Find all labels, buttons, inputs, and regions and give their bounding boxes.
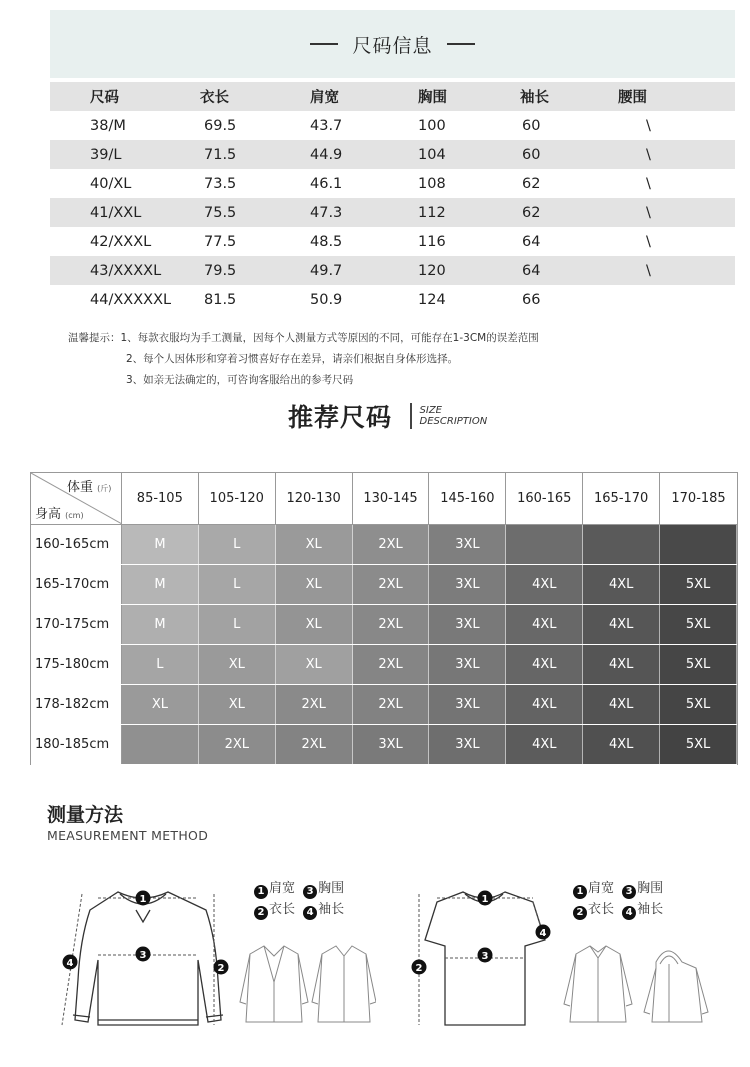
recommended-size-cell: XL: [276, 645, 353, 684]
recommended-size-cell: 4XL: [583, 725, 660, 764]
marker-1-icon: 1: [573, 885, 587, 899]
height-range-label: 175-180cm: [31, 645, 122, 684]
grid-row: [31, 645, 737, 685]
weight-label: 体重 (斤): [67, 480, 112, 495]
shoulder-cell: 49.7: [310, 262, 343, 279]
marker-4-icon: 4: [303, 906, 317, 920]
shoulder-cell: 44.9: [310, 146, 343, 163]
header-size: 尺码: [90, 90, 119, 106]
table-row: [50, 140, 735, 169]
weight-range-header: 105-120: [199, 473, 276, 524]
chest-cell: 120: [418, 262, 446, 279]
svg-text:3: 3: [139, 950, 147, 961]
waist-cell: \: [646, 233, 651, 250]
header-chest: 胸围: [418, 90, 447, 106]
svg-text:2: 2: [415, 963, 423, 974]
height-range-label: 160-165cm: [31, 525, 122, 564]
length-cell: 77.5: [204, 233, 237, 250]
size-cell: 42/XXXL: [90, 233, 152, 250]
shirt-hoodie-outline-icons: [556, 942, 716, 1032]
recommended-size-cell: L: [122, 645, 199, 684]
waist-cell: \: [646, 262, 651, 279]
svg-text:4: 4: [539, 928, 547, 939]
recommended-size-cell: 4XL: [506, 605, 583, 644]
recommended-size-cell: 4XL: [583, 605, 660, 644]
recommended-size-cell: 5XL: [660, 645, 737, 684]
height-range-label: 170-175cm: [31, 605, 122, 644]
recommended-size-cell: 3XL: [429, 725, 506, 764]
recommended-size-cell: 4XL: [506, 565, 583, 604]
recommended-size-cell: L: [199, 525, 276, 564]
recommended-size-cell: XL: [122, 685, 199, 724]
recommended-size-cell: 2XL: [276, 725, 353, 764]
grid-row: [31, 725, 737, 765]
length-cell: 79.5: [204, 262, 237, 279]
grid-corner-cell: [31, 473, 122, 524]
recommended-size-cell: M: [122, 565, 199, 604]
tshirt-measure-illustration: [405, 880, 555, 1040]
grid-row: [31, 685, 737, 725]
recommended-size-cell: 4XL: [506, 645, 583, 684]
legend-shoulder: 肩宽: [588, 881, 615, 896]
marker-2-icon: 2: [573, 906, 587, 920]
recommended-size-cell: 5XL: [660, 685, 737, 724]
recommended-size-cell: 3XL: [429, 645, 506, 684]
marker-3-icon: 3: [303, 885, 317, 899]
legend-sleeve: 袖长: [318, 902, 345, 917]
recommended-size-cell: XL: [276, 605, 353, 644]
recommended-size-cell: 4XL: [583, 685, 660, 724]
marker-1-icon: [136, 891, 151, 906]
recommended-size-cell: M: [122, 525, 199, 564]
recommended-size-cell: 4XL: [583, 565, 660, 604]
measure-legend-right: [573, 878, 663, 920]
marker-3-icon: 3: [622, 885, 636, 899]
chest-cell: 112: [418, 204, 446, 221]
table-row: [50, 111, 735, 140]
size-cell: 40/XL: [90, 175, 132, 192]
header-sleeve: 袖长: [520, 90, 549, 106]
recommended-size-cell: [660, 525, 737, 564]
sleeve-cell: 64: [522, 233, 541, 250]
weight-range-header: 145-160: [429, 473, 506, 524]
svg-text:1: 1: [139, 894, 147, 905]
sleeve-cell: 60: [522, 146, 541, 163]
shoulder-cell: 43.7: [310, 117, 343, 134]
left-dash: [310, 43, 338, 45]
recommended-size-cell: 2XL: [353, 565, 430, 604]
shoulder-cell: 50.9: [310, 291, 343, 308]
marker-2-icon: [214, 960, 229, 975]
recommended-size-cell: 2XL: [353, 645, 430, 684]
title-divider: [410, 403, 412, 429]
table-row: [50, 285, 735, 314]
recommended-size-cell: 3XL: [429, 605, 506, 644]
marker-4-icon: [63, 955, 78, 970]
jacket-outline-icons: [236, 942, 376, 1032]
size-cell: 38/M: [90, 117, 126, 134]
recommended-size-cell: 3XL: [353, 725, 430, 764]
svg-text:4: 4: [66, 958, 74, 969]
sleeve-cell: 60: [522, 117, 541, 134]
recommended-size-cell: XL: [276, 565, 353, 604]
size-recommend-grid: [30, 472, 738, 765]
recommended-size-cell: 3XL: [429, 685, 506, 724]
height-range-label: 178-182cm: [31, 685, 122, 724]
en-line-2: DESCRIPTION: [419, 416, 488, 427]
chest-cell: 100: [418, 117, 446, 134]
length-cell: 75.5: [204, 204, 237, 221]
weight-range-header: 170-185: [671, 491, 726, 506]
waist-cell: \: [646, 146, 651, 163]
size-info-table: [50, 82, 735, 314]
weight-range-header: 130-145: [353, 473, 430, 524]
recommended-size-cell: 5XL: [660, 565, 737, 604]
recommended-size-cell: L: [199, 605, 276, 644]
recommended-size-cell: 2XL: [353, 525, 430, 564]
length-cell: 69.5: [204, 117, 237, 134]
recommend-title-en: [420, 405, 488, 427]
length-cell: 71.5: [204, 146, 237, 163]
recommended-size-cell: [583, 525, 660, 564]
grid-row: [31, 565, 737, 605]
header-length: 衣长: [200, 90, 229, 106]
recommended-size-cell: 4XL: [506, 725, 583, 764]
right-dash: [447, 43, 475, 45]
waist-cell: \: [646, 117, 651, 134]
en-line-1: SIZE: [419, 405, 442, 416]
chest-cell: 104: [418, 146, 446, 163]
size-info-banner: [50, 10, 735, 78]
recommended-size-cell: 4XL: [583, 645, 660, 684]
measure-legend-left: [254, 878, 344, 920]
table-row: [50, 256, 735, 285]
recommended-size-cell: L: [199, 565, 276, 604]
height-range-label: 180-185cm: [31, 725, 122, 764]
recommend-title: [288, 398, 487, 434]
weight-range-header: 165-170: [583, 473, 660, 524]
legend-sleeve: 袖长: [637, 902, 664, 917]
legend-chest: 胸围: [637, 881, 664, 896]
recommended-size-cell: 2XL: [199, 725, 276, 764]
grid-header-row: [31, 473, 737, 525]
recommended-size-cell: XL: [199, 685, 276, 724]
table-row: [50, 227, 735, 256]
note-line-1: 温馨提示：1、每款衣服均为手工测量，因每个人测量方式等原因的不同，可能存在1-3CM的误差范围: [68, 332, 539, 344]
recommended-size-cell: 5XL: [660, 725, 737, 764]
grid-row: [31, 525, 737, 565]
chest-cell: 116: [418, 233, 446, 250]
legend-length: 衣长: [588, 902, 615, 917]
recommended-size-cell: 5XL: [660, 605, 737, 644]
recommended-size-cell: 3XL: [429, 565, 506, 604]
sleeve-cell: 62: [522, 204, 541, 221]
weight-range-headers: [122, 473, 737, 524]
recommended-size-cell: XL: [276, 525, 353, 564]
marker-1-icon: 1: [254, 885, 268, 899]
table-row: [50, 198, 735, 227]
marker-4-icon: [536, 925, 551, 940]
svg-text:3: 3: [481, 951, 489, 962]
table-header-row: [50, 82, 735, 111]
sleeve-cell: 66: [522, 291, 541, 308]
grid-row: [31, 605, 737, 645]
recommended-size-cell: 4XL: [506, 685, 583, 724]
measure-subtitle: MEASUREMENT METHOD: [47, 828, 209, 843]
recommended-size-cell: 2XL: [276, 685, 353, 724]
waist-cell: \: [646, 204, 651, 221]
measure-title: 测量方法: [47, 804, 124, 826]
marker-3-icon: [478, 948, 493, 963]
header-shoulder: 肩宽: [310, 90, 339, 106]
legend-chest: 胸围: [318, 881, 345, 896]
chest-cell: 124: [418, 291, 446, 308]
length-cell: 81.5: [204, 291, 237, 308]
table-row: [50, 169, 735, 198]
tips-notes: [68, 328, 539, 391]
size-cell: 41/XXL: [90, 204, 142, 221]
weight-range-header: 120-130: [276, 473, 353, 524]
size-cell: 43/XXXXL: [90, 262, 162, 279]
banner-title: 尺码信息: [352, 34, 433, 57]
svg-text:2: 2: [217, 963, 225, 974]
recommended-size-cell: 2XL: [353, 685, 430, 724]
height-range-label: 165-170cm: [31, 565, 122, 604]
recommended-size-cell: M: [122, 605, 199, 644]
recommended-size-cell: [122, 725, 199, 764]
weight-range-header: 85-105: [122, 473, 199, 524]
header-waist: 腰围: [618, 90, 647, 106]
marker-3-icon: [136, 947, 151, 962]
recommend-title-cn: 推荐尺码: [288, 403, 393, 432]
length-cell: 73.5: [204, 175, 237, 192]
recommended-size-cell: [506, 525, 583, 564]
marker-1-icon: [478, 891, 493, 906]
marker-2-icon: [412, 960, 427, 975]
weight-range-header: 160-165: [506, 473, 583, 524]
recommended-size-cell: 2XL: [353, 605, 430, 644]
shoulder-cell: 46.1: [310, 175, 343, 192]
shoulder-cell: 47.3: [310, 204, 343, 221]
sleeve-cell: 64: [522, 262, 541, 279]
legend-shoulder: 肩宽: [269, 881, 296, 896]
height-label: 身高 (cm): [35, 507, 84, 522]
note-line-2: 2、每个人因体形和穿着习惯喜好存在差异，请亲们根据自身体形选择。: [126, 353, 459, 365]
marker-2-icon: 2: [254, 906, 268, 920]
size-cell: 44/XXXXXL: [90, 291, 172, 308]
sweater-measure-illustration: [58, 880, 238, 1040]
shoulder-cell: 48.5: [310, 233, 343, 250]
recommended-size-cell: XL: [199, 645, 276, 684]
chest-cell: 108: [418, 175, 446, 192]
recommended-size-cell: 3XL: [429, 525, 506, 564]
marker-4-icon: 4: [622, 906, 636, 920]
note-line-3: 3、如亲无法确定的，可咨询客服给出的参考尺码: [126, 374, 354, 386]
size-cell: 39/L: [90, 146, 122, 163]
sleeve-cell: 62: [522, 175, 541, 192]
waist-cell: \: [646, 175, 651, 192]
legend-length: 衣长: [269, 902, 296, 917]
svg-text:1: 1: [481, 894, 489, 905]
